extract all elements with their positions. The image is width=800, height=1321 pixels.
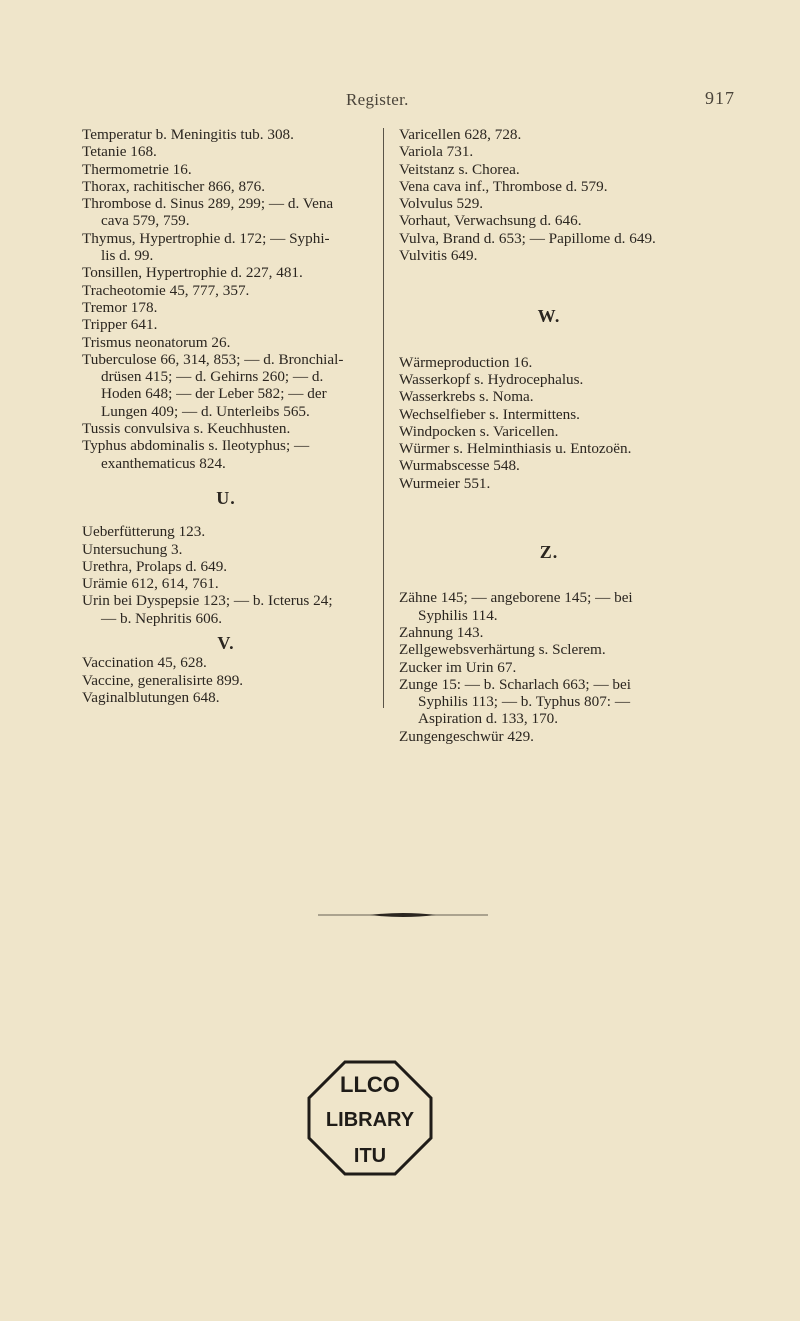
index-entry-text: Urethra, Prolaps d. 649. bbox=[82, 557, 228, 575]
index-entry-text: Windpocken s. Varicellen. bbox=[399, 422, 559, 440]
end-rule-ornament bbox=[318, 912, 488, 918]
index-entry-text: Vena cava inf., Thrombose d. 579. bbox=[399, 177, 608, 195]
library-stamp-seal bbox=[305, 1058, 435, 1178]
index-entry-text: Veitstanz s. Chorea. bbox=[399, 160, 520, 178]
index-entry-continuation: cava 579, 759. bbox=[101, 212, 190, 230]
index-entry-text: Tetanie 168. bbox=[82, 143, 157, 161]
index-column-right bbox=[399, 126, 699, 745]
index-entry-text: Zungengeschwür 429. bbox=[399, 727, 534, 745]
index-entry bbox=[399, 457, 699, 474]
index-entry bbox=[399, 161, 699, 178]
index-entry-text: Typhus abdominalis s. Ileotyphus; — bbox=[82, 437, 310, 455]
section-heading-v: V. bbox=[217, 633, 235, 654]
index-entry bbox=[82, 654, 370, 671]
index-entry-text: Wurmabscesse 548. bbox=[399, 457, 520, 475]
entries-v-right bbox=[399, 126, 699, 264]
index-entry bbox=[82, 230, 370, 265]
index-entry-text: Wurmeier 551. bbox=[399, 474, 491, 492]
index-entry bbox=[82, 523, 370, 540]
index-entry-text: Wasserkopf s. Hydrocephalus. bbox=[399, 370, 584, 388]
index-entry-text: Wärmeproduction 16. bbox=[399, 353, 533, 371]
index-entry-continuation: Syphilis 113; — b. Typhus 807: — bbox=[418, 693, 631, 711]
index-entry-text: Thymus, Hypertrophie d. 172; — Syphi- bbox=[82, 229, 330, 247]
index-entry-text: Zähne 145; — angeborene 145; — bei bbox=[399, 589, 633, 607]
entries-u bbox=[82, 523, 370, 627]
index-entry bbox=[82, 672, 370, 689]
index-entry bbox=[82, 592, 370, 627]
index-entry-text: Trismus neonatorum 26. bbox=[82, 333, 231, 351]
index-entry bbox=[82, 437, 370, 472]
index-entry-text: Temperatur b. Meningitis tub. 308. bbox=[82, 126, 294, 143]
entries-v-left bbox=[82, 654, 370, 706]
index-entry bbox=[399, 354, 699, 371]
index-entry-text: Vulva, Brand d. 653; — Papillome d. 649. bbox=[399, 229, 656, 247]
index-entry-text: Variola 731. bbox=[399, 143, 474, 161]
index-entry-continuation: Syphilis 114. bbox=[418, 606, 498, 624]
index-entry bbox=[82, 420, 370, 437]
index-entry-text: Wechselfieber s. Intermittens. bbox=[399, 405, 580, 423]
index-entry bbox=[82, 299, 370, 316]
index-entry-text: Vaccination 45, 628. bbox=[82, 654, 207, 672]
index-entry bbox=[82, 178, 370, 195]
index-entry-text: Thermometrie 16. bbox=[82, 160, 192, 178]
index-entry bbox=[399, 641, 699, 658]
index-entry bbox=[399, 440, 699, 457]
index-entry bbox=[82, 558, 370, 575]
index-entry-text: Untersuchung 3. bbox=[82, 540, 183, 558]
index-entry-continuation: lis d. 99. bbox=[101, 247, 154, 265]
index-entry-continuation: — b. Nephritis 606. bbox=[101, 609, 223, 627]
stamp-middle-text: LIBRARY bbox=[325, 1109, 415, 1131]
section-heading-w: W. bbox=[537, 306, 561, 327]
index-entry-text: Vaccine, generalisirte 899. bbox=[82, 671, 244, 689]
index-entry bbox=[399, 589, 699, 624]
index-entry-text: Tussis convulsiva s. Keuchhusten. bbox=[82, 420, 291, 438]
index-entry bbox=[399, 230, 699, 247]
index-entry bbox=[82, 195, 370, 230]
index-column-left bbox=[82, 126, 370, 706]
index-entry bbox=[399, 423, 699, 440]
index-entry-text: Zucker im Urin 67. bbox=[399, 658, 517, 676]
index-entry-text: Zunge 15: — b. Scharlach 663; — bei bbox=[399, 675, 631, 693]
section-heading-z: Z. bbox=[539, 542, 559, 563]
index-entry bbox=[399, 676, 699, 728]
index-entry-continuation: drüsen 415; — d. Gehirns 260; — d. bbox=[101, 368, 324, 386]
index-entry-continuation: Hoden 648; — der Leber 582; — der bbox=[101, 385, 327, 403]
index-entry bbox=[399, 659, 699, 676]
index-entry-text: Vaginalblutungen 648. bbox=[82, 688, 220, 706]
index-entry bbox=[399, 195, 699, 212]
stamp-bottom-text: ITU bbox=[353, 1145, 387, 1167]
index-entry-text: Tuberculose 66, 314, 853; — d. Bronchial- bbox=[82, 350, 344, 368]
index-entry bbox=[399, 126, 699, 143]
stamp-top-text: LLCO bbox=[340, 1072, 400, 1097]
index-entry-continuation: Aspiration d. 133, 170. bbox=[418, 710, 559, 728]
index-entry bbox=[399, 475, 699, 492]
index-entry bbox=[82, 264, 370, 281]
index-entry-text: Tripper 641. bbox=[82, 316, 158, 334]
index-entry bbox=[399, 143, 699, 160]
index-entry-text: Zahnung 143. bbox=[399, 623, 484, 641]
index-entry bbox=[399, 178, 699, 195]
running-head bbox=[0, 90, 800, 114]
index-entry bbox=[399, 624, 699, 641]
index-entry bbox=[82, 126, 370, 143]
index-entry-text: Ueberfütterung 123. bbox=[82, 523, 206, 541]
index-entry bbox=[82, 143, 370, 160]
index-entry-text: Urin bei Dyspepsie 123; — b. Icterus 24; bbox=[82, 592, 333, 610]
index-entry-text: Thrombose d. Sinus 289, 299; — d. Vena bbox=[82, 195, 334, 213]
index-entry bbox=[399, 406, 699, 423]
index-entry bbox=[399, 388, 699, 405]
index-entry bbox=[82, 161, 370, 178]
index-entry-text: Volvulus 529. bbox=[399, 195, 484, 213]
index-entry-continuation: exanthematicus 824. bbox=[101, 454, 226, 472]
section-heading-u: U. bbox=[216, 487, 236, 508]
index-entry bbox=[399, 212, 699, 229]
index-entry bbox=[82, 334, 370, 351]
entries-z bbox=[399, 589, 699, 745]
index-entry-text: Tonsillen, Hypertrophie d. 227, 481. bbox=[82, 264, 303, 282]
index-entry-text: Tracheotomie 45, 777, 357. bbox=[82, 281, 250, 299]
index-entry bbox=[82, 541, 370, 558]
index-entry-text: Zellgewebsverhärtung s. Sclerem. bbox=[399, 641, 606, 659]
index-entry bbox=[82, 575, 370, 592]
column-divider bbox=[383, 128, 384, 708]
index-entry bbox=[399, 728, 699, 745]
index-entry bbox=[82, 351, 370, 420]
index-entry-continuation: Lungen 409; — d. Unterleibs 565. bbox=[101, 402, 310, 420]
index-entry-text: Würmer s. Helminthiasis u. Entozoën. bbox=[399, 440, 632, 458]
page-number: 917 bbox=[705, 88, 735, 108]
index-entry bbox=[399, 247, 699, 264]
index-entry bbox=[399, 371, 699, 388]
index-entry-text: Thorax, rachitischer 866, 876. bbox=[82, 177, 266, 195]
index-entry-text: Varicellen 628, 728. bbox=[399, 126, 522, 143]
index-entry bbox=[82, 689, 370, 706]
index-entry-text: Wasserkrebs s. Noma. bbox=[399, 388, 534, 406]
index-entry bbox=[82, 282, 370, 299]
library-stamp bbox=[305, 1058, 435, 1178]
index-entry-text: Tremor 178. bbox=[82, 298, 158, 316]
entries-w bbox=[399, 354, 699, 492]
running-head-title: Register. bbox=[346, 90, 409, 109]
index-entry-text: Vulvitis 649. bbox=[399, 247, 478, 265]
entries-t bbox=[82, 126, 370, 472]
index-entry-text: Urämie 612, 614, 761. bbox=[82, 575, 219, 593]
index-entry-text: Vorhaut, Verwachsung d. 646. bbox=[399, 212, 582, 230]
index-entry bbox=[82, 316, 370, 333]
